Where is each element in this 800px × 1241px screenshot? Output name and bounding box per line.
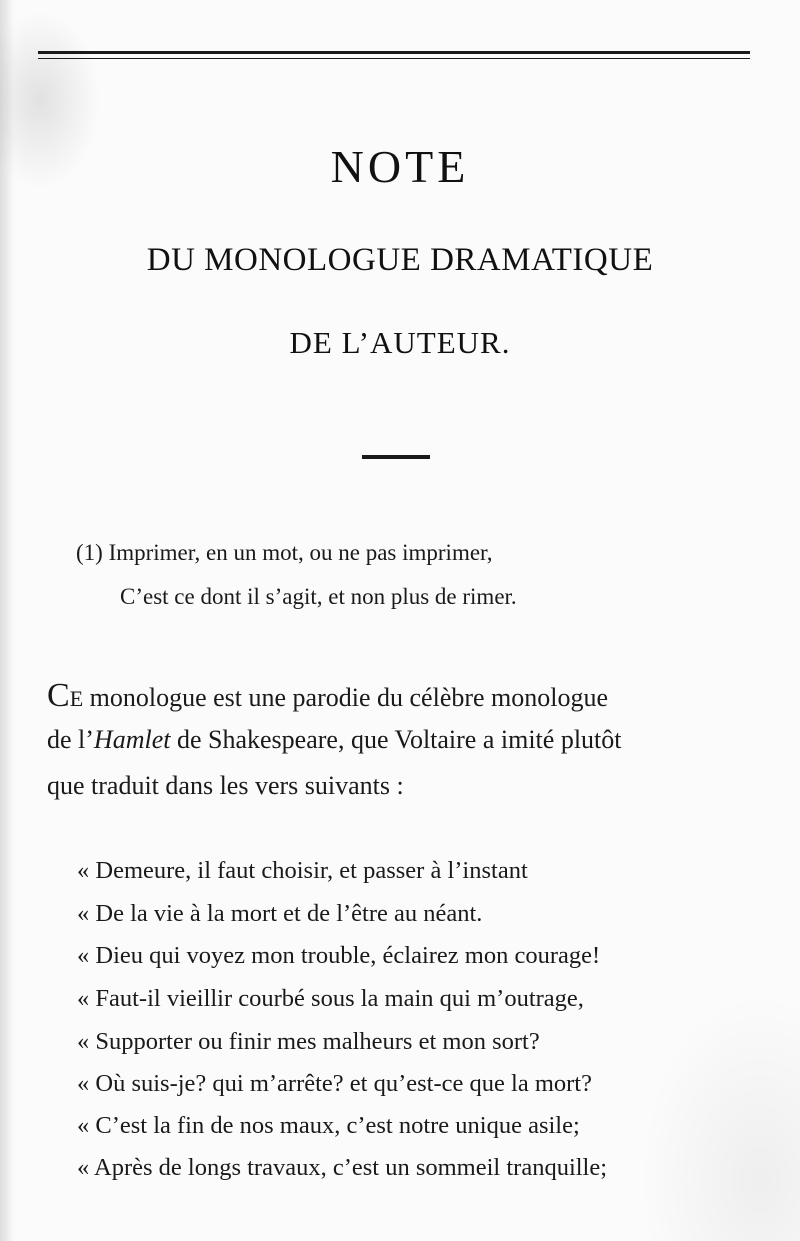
page-subtitle: DU MONOLOGUE DRAMATIQUE: [146, 242, 654, 278]
paragraph-line: [47, 677, 608, 715]
page-subtitle-author: DE L’AUTEUR.: [289, 325, 511, 360]
drop-cap: C: [47, 677, 70, 714]
section-divider: [362, 455, 430, 459]
verse-line: « Faut-il vieillir courbé sous la main qui m’outrage,: [77, 985, 584, 1012]
paragraph-text: de l’: [47, 725, 94, 754]
header-double-rule: [38, 51, 750, 59]
paragraph-line: que traduit dans les vers suivants :: [47, 771, 404, 800]
verse-line: « Où suis-je? qui m’arrête? et qu’est-ce que la mort?: [77, 1070, 592, 1097]
paragraph-text: de Shakespeare, que Voltaire a imité plutôt: [170, 725, 622, 754]
footnote-line: C’est ce dont il s’agit, et non plus de rimer.: [120, 584, 517, 609]
paragraph-line: [47, 725, 622, 755]
verse-line: « Après de longs travaux, c’est un sommeil tranquille;: [77, 1154, 608, 1181]
work-title-italic: Hamlet: [93, 725, 171, 754]
verse-line: « De la vie à la mort et de l’être au néant.: [77, 900, 483, 927]
verse-line: « Dieu qui voyez mon trouble, éclairez mon courage!: [77, 942, 601, 969]
page-title: NOTE: [330, 141, 470, 192]
verse-line: « C’est la fin de nos maux, c’est notre unique asile;: [77, 1112, 580, 1139]
small-cap: E: [69, 686, 84, 711]
footnote-line: (1) Imprimer, en un mot, ou ne pas imprimer,: [76, 540, 493, 565]
paragraph-text: monologue est une parodie du célèbre monologue: [83, 683, 609, 712]
verse-line: « Demeure, il faut choisir, et passer à l’instant: [77, 857, 528, 884]
verse-line: « Supporter ou finir mes malheurs et mon sort?: [77, 1028, 540, 1055]
